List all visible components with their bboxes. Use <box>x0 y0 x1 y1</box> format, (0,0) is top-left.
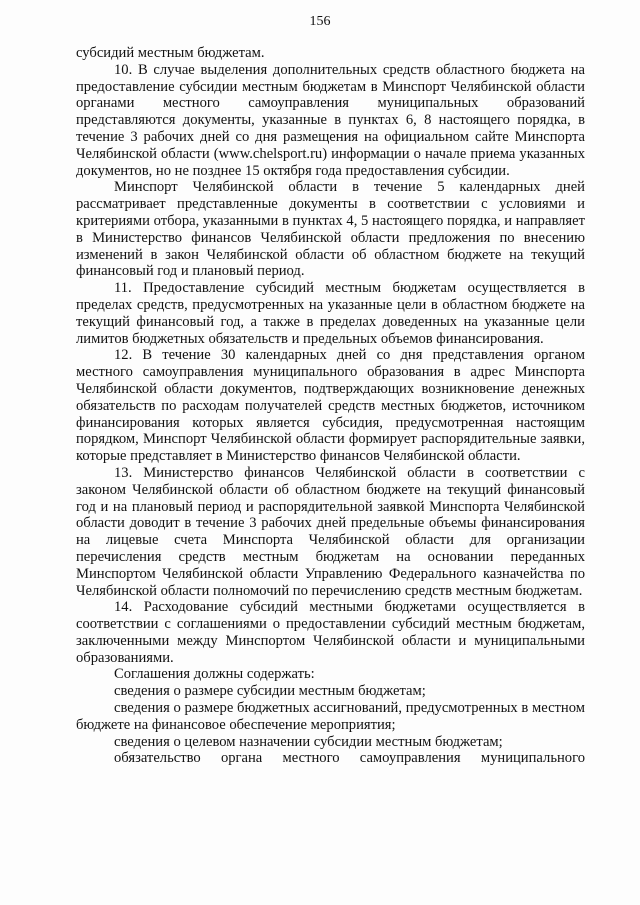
paragraph-list-obligation: обязательство органа местного самоуправления муниципального <box>114 750 585 767</box>
page-number: 156 <box>309 14 331 29</box>
paragraph-item-13: 13. Министерство финансов Челябинской области в соответствии с законом Челябинской области об областном бюджете на текущий финансовый год и на плановый период и распорядительной заявкой Минспорта Челябинской области доводит в течение 3 рабочих дней предельные объемы финансирования на лицевые счета Минспорта Челябинской области для организации перечисления средств местным бюджетам на основании переданных Минспортом Челябинской области Управлению Федерального казначейства по Челябинской области полномочий по перечислению средств местным бюджетам. <box>76 464 585 599</box>
paragraph-item-11: 11. Предоставление субсидий местным бюджетам осуществляется в пределах средств, предусмотренных на указанные цели в областном бюджете на текущий финансовый год, а также в пределах доведенных на указанные цели лимитов бюджетных обязательств и предельных объемов финансирования. <box>76 280 585 347</box>
paragraph-item-10: 10. В случае выделения дополнительных средств областного бюджета на предоставление субсидии местным бюджетам в Минспорт Челябинской области органами местного самоуправления муниципальных образований представляются документы, указанные в пунктах 6, 8 настоящего порядка, в течение 3 рабочих дней со дня размещения на официальном сайте Минспорта Челябинской области (www.chelsport.ru) информации о начале приема указанных документов, но не позднее 15 октября года предоставления субсидии. <box>76 61 585 179</box>
paragraph-list-budget-allocations: сведения о размере бюджетных ассигнований, предусмотренных в местном бюджете на финансовое обеспечение мероприятия; <box>76 700 585 733</box>
paragraph-item-14: 14. Расходование субсидий местными бюджетами осуществляется в соответствии с соглашениями о предоставлении субсидий местным бюджетам, заключенными между Минспортом Челябинской области и муниципальными образованиями. <box>76 599 585 666</box>
paragraph-item-12: 12. В течение 30 календарных дней со дня представления органом местного самоуправления муниципального образования в адрес Минспорта Челябинской области документов, подтверждающих возникновение денежных обязательств по расходам получателей средств местных бюджетов, источником финансирования которых является субсидия, предусмотренная настоящим порядком, Минспорт Челябинской области формирует распорядительные заявки, которые представляет в Министерство финансов Челябинской области. <box>76 347 585 465</box>
paragraph-continuation: субсидий местным бюджетам. <box>76 45 265 61</box>
paragraph-list-purpose: сведения о целевом назначении субсидии местным бюджетам; <box>114 733 503 750</box>
document-body <box>76 45 585 767</box>
paragraph-list-subsidy-size: сведения о размере субсидии местным бюджетам; <box>114 683 426 700</box>
paragraph-minsport-review: Минспорт Челябинской области в течение 5 календарных дней рассматривает представленные документы в соответствии с условиями и критериями отбора, указанными в пунктах 4, 5 настоящего порядка, и направляет в Министерство финансов Челябинской области предложения по внесению изменений в закон Челябинской области об областном бюджете на текущий финансовый год и плановый период. <box>76 179 585 280</box>
paragraph-agreements-intro: Соглашения должны содержать: <box>114 666 315 683</box>
